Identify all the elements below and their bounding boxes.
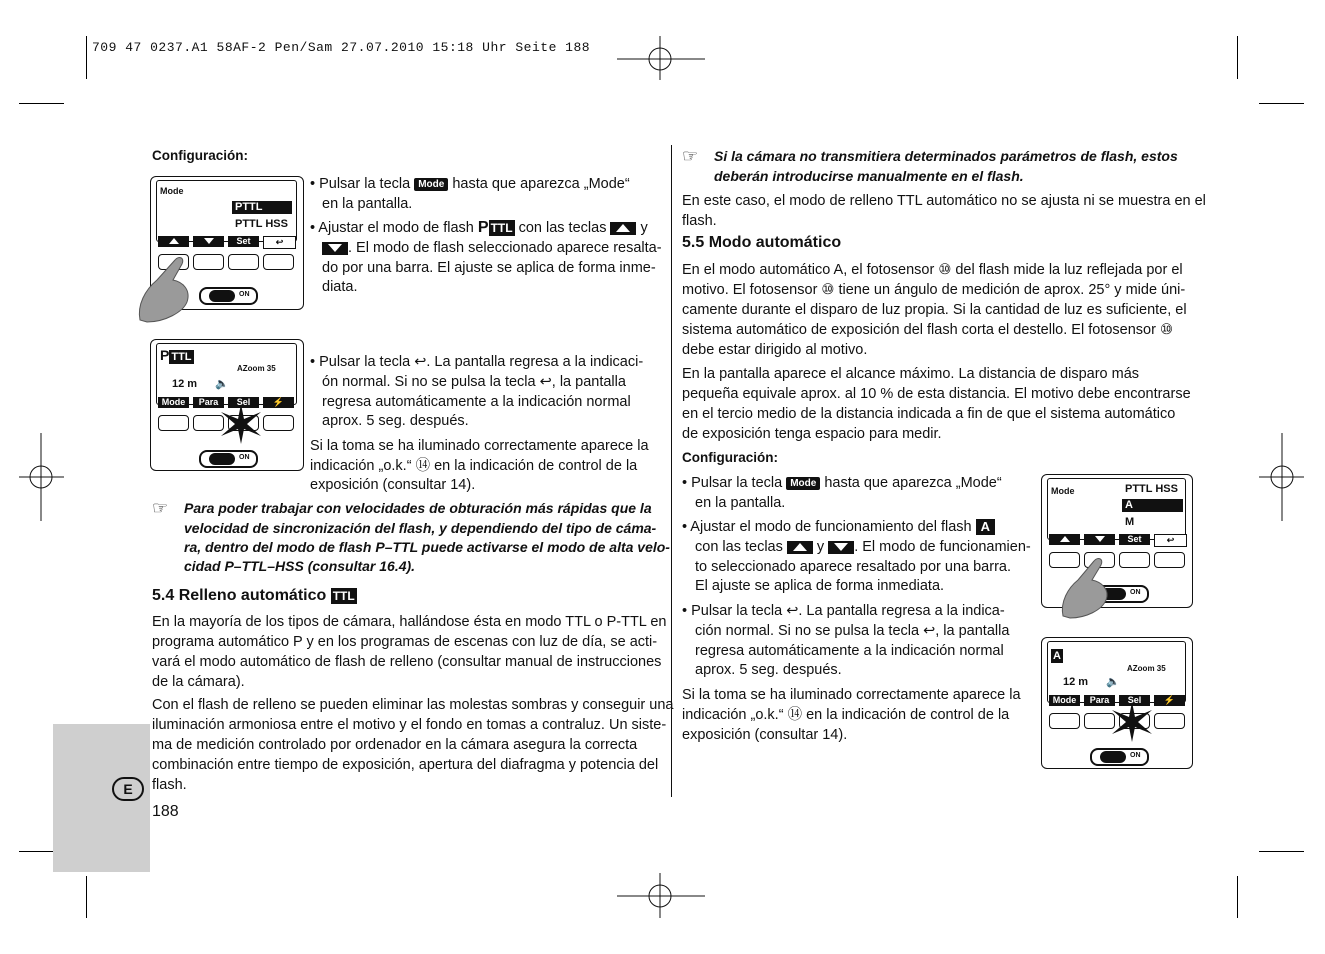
bullet-text: diata. (322, 279, 358, 295)
lcd-row: M (1125, 516, 1135, 528)
bullet-text: ón normal. Si no se pulsa la tecla ↩, la pantalla (322, 374, 626, 390)
soft-button-1[interactable] (158, 415, 189, 431)
paragraph: En este caso, el modo de relleno TTL automático no se ajusta ni se muestra en el flash. (682, 193, 1206, 229)
bullet-text: aprox. 5 seg. después. (322, 413, 469, 429)
bullet-text: aprox. 5 seg. después. (695, 662, 842, 678)
flash-key-label: ⚡ (263, 397, 294, 408)
paragraph: Si la toma se ha iluminado correctamente aparece la indicación „o.k.“ ⑭ en la indicación de control de la exposición (consultar 14). (682, 687, 1021, 743)
lcd-selected-row: A (1122, 499, 1183, 512)
sel-key-label: Sel (228, 397, 259, 408)
lcd-row: PTTL HSS (235, 218, 288, 230)
ttl-badge: TTL (332, 589, 355, 603)
press-star-icon (1112, 702, 1152, 742)
bullet-text: en la pantalla. (695, 495, 786, 511)
paragraph-line: indicación „o.k.“ ⑭ en la indicación de control de la (310, 458, 638, 474)
soft-button-4[interactable] (1154, 713, 1185, 729)
soft-button-4[interactable] (263, 415, 294, 431)
print-slug: 709 47 0237.A1 58AF-2 Pen/Sam 27.07.2010 15:18 Uhr Seite 188 (92, 40, 591, 55)
flash-display-normal-a (1041, 637, 1193, 769)
note-line: cidad P–TTL–HSS (consultar 16.4). (184, 558, 416, 574)
note-line: deberán introducirse manualmente en el flash. (714, 168, 1024, 184)
bullet-text: con las teclas y . El modo de funcionamien- (695, 539, 1031, 555)
up-key-label (1049, 534, 1080, 545)
on-switch[interactable]: ON (199, 450, 258, 468)
lcd-selected-row: PTTL (232, 201, 292, 214)
up-arrow-icon (610, 222, 636, 235)
speaker-icon: 🔈 (1106, 676, 1120, 688)
press-star-icon (221, 404, 261, 444)
flash-key-label: ⚡ (1154, 695, 1185, 706)
note-line: Para poder trabajar con velocidades de obturación más rápidas que la (184, 500, 652, 516)
soft-button-1[interactable] (1049, 713, 1080, 729)
pointing-hand-icon (135, 250, 200, 325)
bullet-press-return: • Pulsar la tecla ↩. La pantalla regresa a la indica- (682, 603, 1005, 619)
bullet-text: regresa automáticamente a la indicación normal (322, 394, 631, 410)
lcd-screen (156, 343, 297, 405)
lcd-screen (156, 180, 297, 242)
lcd-zoom: AZoom 35 (237, 364, 276, 373)
down-arrow-icon (828, 541, 854, 554)
bullet-set-mode: • Ajustar el modo de funcionamiento del flash A (682, 517, 995, 537)
config-label: Configuración: (682, 450, 778, 465)
bullet-text: en la pantalla. (322, 196, 413, 212)
paragraph: Con el flash de relleno se pueden eliminar las molestas sombras y conseguir una iluminación armoniosa entre el motivo y el fondo en tomas a contraluz. Un siste- ma de medición controlado por ordenador en la cámara asegura la correcta combinación entre tiempo de exposición, apertura del diafragma y potencia del flash. (152, 697, 674, 793)
pointing-hand-icon (1058, 552, 1118, 620)
on-switch[interactable]: ON (1090, 585, 1149, 603)
paragraph-line: exposición (consultar 14). (310, 477, 476, 493)
lcd-distance: 12 m (172, 378, 198, 390)
on-switch[interactable]: ON (1090, 748, 1149, 766)
bullet-text: do por una barra. El ajuste se aplica de forma inme- (322, 260, 656, 276)
speaker-icon: 🔈 (215, 378, 229, 390)
soft-button-2[interactable] (193, 415, 224, 431)
soft-button-4[interactable] (1154, 552, 1185, 568)
up-arrow-icon (787, 541, 813, 554)
lcd-row: PTTL HSS (1125, 483, 1178, 495)
section-heading-5-5: 5.5 Modo automático (682, 234, 842, 251)
bullet-text: to seleccionado aparece resaltado por una barra. (695, 559, 1011, 575)
config-label: Configuración: (152, 148, 248, 163)
lcd-screen (1047, 641, 1186, 703)
section-heading-5-4: 5.4 Relleno automático TTL (152, 587, 355, 604)
down-key-label (1084, 534, 1115, 545)
paragraph-line: Si la toma se ha iluminado correctamente aparece la (310, 438, 649, 454)
bullet-press-mode: • Pulsar la tecla Mode hasta que aparezca „Mode“ (310, 176, 630, 192)
bullet-text: ción normal. Si no se pulsa la tecla ↩, la pantalla (695, 623, 1010, 639)
mode-key-badge: Mode (786, 477, 820, 490)
bullet-press-mode: • Pulsar la tecla Mode hasta que aparezca „Mode“ (682, 475, 1002, 491)
flash-display-normal (150, 339, 304, 471)
mode-key-label: Mode (1049, 695, 1080, 706)
lcd-mode-label: Mode (160, 186, 184, 196)
bullet-set-flash-mode: • Ajustar el modo de flash P TTL con las teclas y (310, 219, 648, 236)
para-key-label: Para (193, 397, 224, 408)
soft-button-3[interactable] (1119, 552, 1150, 568)
on-switch[interactable]: ON (199, 287, 258, 305)
sel-key-label: Sel (1119, 695, 1150, 706)
note-line: ra, dentro del modo de flash P–TTL puede activarse el modo de alta velo- (184, 539, 670, 555)
para-key-label: Para (1084, 695, 1115, 706)
page-number: 188 (152, 803, 179, 820)
bullet-press-return: • Pulsar la tecla ↩. La pantalla regresa a la indicaci- (310, 354, 644, 370)
mode-key-badge: Mode (414, 178, 448, 191)
lcd-zoom: AZoom 35 (1127, 664, 1166, 673)
mode-key-label: Mode (158, 397, 189, 408)
soft-button-2[interactable] (1084, 713, 1115, 729)
soft-button-3[interactable] (228, 254, 259, 270)
hand-note-icon: ☞ (152, 498, 169, 518)
paragraph: En la mayoría de los tipos de cámara, hallándose ésta en modo TTL o P-TTL en programa automático P y en los programas de escenas con luz de día, se acti- vará el modo automático de flash de relleno (consultar manual de instrucciones de la cámara). (152, 614, 667, 690)
bullet-text: . El modo de flash seleccionado aparece resalta- (322, 238, 662, 258)
language-badge: E (112, 777, 144, 801)
down-arrow-icon (322, 242, 348, 255)
lcd-screen (1047, 478, 1186, 540)
paragraph: En la pantalla aparece el alcance máximo. La distancia de disparo más pequeña equivale aprox. al 10 % de esta distancia. El motivo debe encontrarse en el tercio medio de la distancia indicada a fin de que el sistema automático de exposición tenga espacio para medir. (682, 366, 1191, 442)
lcd-mode-indicator: A (1053, 650, 1061, 662)
bullet-text: El ajuste se aplica de forma inmediata. (695, 578, 945, 594)
note-line: velocidad de sincronización del flash, y dependiendo del tipo de cáma- (184, 520, 657, 536)
lcd-mode-label: Mode (1051, 486, 1075, 496)
up-key-label (158, 236, 189, 247)
lcd-mode-indicator: P TTL (160, 347, 192, 363)
hand-note-icon: ☞ (682, 146, 699, 166)
bullet-text: regresa automáticamente a la indicación normal (695, 643, 1004, 659)
return-key-label: ↩ (263, 236, 296, 249)
set-key-label: Set (228, 236, 259, 247)
return-key-label: ↩ (1154, 534, 1187, 547)
soft-button-4[interactable] (263, 254, 294, 270)
set-key-label: Set (1119, 534, 1150, 545)
paragraph: En el modo automático A, el fotosensor ⑩ del flash mide la luz reflejada por el motivo. El fotosensor ⑩ tiene un ángulo de medición de aprox. 25° y mide úni- camente durante el disparo de luz propia. Si la cantidad de luz es suficiente, el sistema automático de exposición del flash corta el destello. El fotosensor ⑩ debe estar dirigido al motivo. (682, 262, 1187, 358)
lcd-distance: 12 m (1063, 676, 1089, 688)
down-key-label (193, 236, 224, 247)
note-line: Si la cámara no transmitiera determinados parámetros de flash, estos (714, 148, 1178, 164)
